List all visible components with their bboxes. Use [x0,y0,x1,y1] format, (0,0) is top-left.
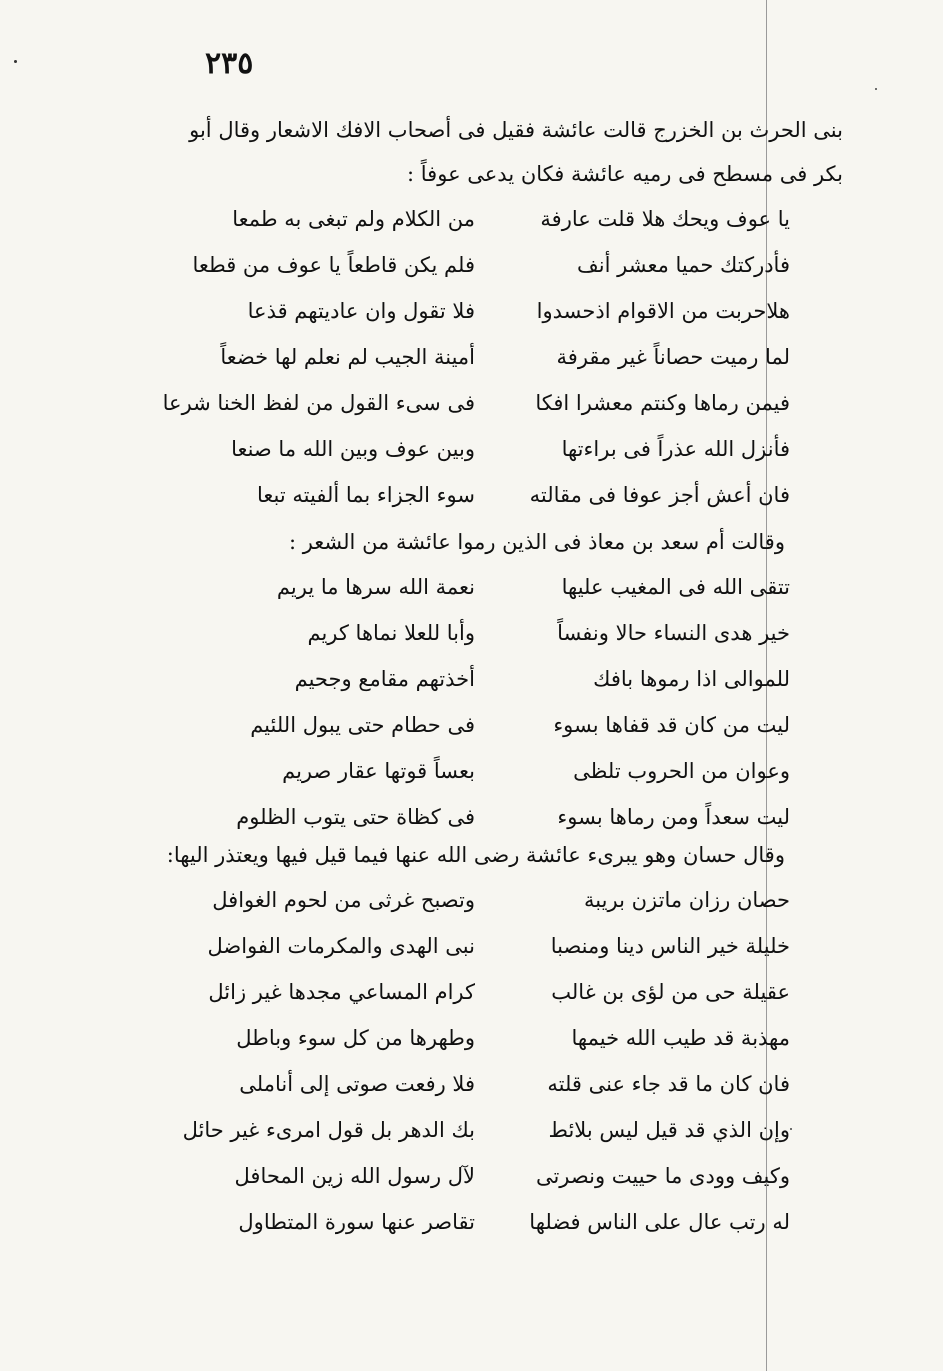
first-hemistich: حصان رزان ماتزن بريبة [584,888,790,912]
verse-line [190,980,790,1020]
second-hemistich: من الكلام ولم تبغى به طمعا [232,207,475,231]
verse-line [190,299,790,339]
second-hemistich: كرام المساعي مجدها غير زائل [208,980,475,1004]
second-hemistich: تقاصر عنها سورة المتطاول [238,1210,475,1234]
first-hemistich: فأدركتك حميا معشر أنف [577,253,790,277]
verse-line [190,1026,790,1066]
first-hemistich: خير هدى النساء حالا ونفساً [557,621,790,645]
second-hemistich: فلا تقول وان عاديتهم قذعا [247,299,475,323]
page-number: ٢٣٥ [205,46,254,81]
verse-line [190,621,790,661]
intro-line-2: بكر فى مسطح فى رميه عائشة فكان يدعى عوفاً : [407,162,843,186]
verse-line [190,888,790,928]
first-hemistich: للموالى اذا رموها بافك [593,667,790,691]
verse-line [190,437,790,477]
verse-line [190,1164,790,1204]
first-hemistich: وكيف وودى ما حييت ونصرتى [535,1164,790,1188]
first-hemistich: ليت من كان قد قفاها بسوء [553,713,790,737]
second-hemistich: وبين عوف وبين الله ما صنعا [231,437,475,461]
verse-line [190,253,790,293]
second-hemistich: فلم يكن قاطعاً يا عوف من قطعا [192,253,475,277]
second-hemistich: أمينة الجيب لم نعلم لها خضعاً [220,345,475,369]
first-hemistich: مهذبة قد طيب الله خيمها [571,1026,790,1050]
verse-line [190,1072,790,1112]
first-hemistich: فيمن رماها وكنتم معشرا افكا [535,391,790,415]
second-hemistich: وطهرها من كل سوء وباطل [236,1026,475,1050]
second-hemistich: أخذتهم مقامع وجحيم [294,667,475,691]
intro-line-4: وقال حسان وهو يبرىء عائشة رضى الله عنها فيما قيل فيها ويعتذر اليها: [166,843,785,867]
scan-speck [14,60,17,63]
first-hemistich: فان أعش أجز عوفا فى مقالته [529,483,790,507]
first-hemistich: وإن الذي قد قيل ليس بلائط [548,1118,790,1142]
first-hemistich: هلاحربت من الاقوام اذحسدوا [536,299,790,323]
verse-line [182,1118,790,1158]
second-hemistich: وتصبح غرثى من لحوم الغوافل [212,888,475,912]
first-hemistich: فان كان ما قد جاء عنى قلته [547,1072,790,1096]
verse-line [190,345,790,385]
second-hemistich: سوء الجزاء بما ألفيته تبعا [257,483,475,507]
first-hemistich: فأنزل الله عذراً فى براءتها [561,437,790,461]
verse-line [162,391,790,431]
second-hemistich: لآل رسول الله زين المحافل [234,1164,475,1188]
verse-line [190,934,790,974]
intro-line-1: بنى الحرث بن الخزرج قالت عائشة فقيل فى أصحاب الافك الاشعار وقال أبو [189,118,843,142]
second-hemistich: بعساً قوتها عقار صريم [282,759,475,783]
first-hemistich: وعوان من الحروب تلظى [573,759,790,783]
first-hemistich: خليلة خير الناس دينا ومنصبا [550,934,790,958]
verse-line [190,805,790,845]
scan-speck [875,88,877,90]
first-hemistich: لما رميت حصاناً غير مقرفة [556,345,790,369]
second-hemistich: فى سىء القول من لفظ الخنا شرعا [162,391,475,415]
second-hemistich: نعمة الله سرها ما يريم [276,575,475,599]
verse-line [190,667,790,707]
second-hemistich: فلا رفعت صوتى إلى أناملى [239,1072,475,1096]
second-hemistich: نبى الهدى والمكرمات الفواضل [207,934,475,958]
verse-line [190,759,790,799]
second-hemistich: بك الدهر بل قول امرىء غير حائل [182,1118,475,1142]
first-hemistich: عقيلة حى من لؤى بن غالب [551,980,790,1004]
first-hemistich: ليت سعداً ومن رماها بسوء [557,805,790,829]
first-hemistich: تتقى الله فى المغيب عليها [561,575,790,599]
first-hemistich: يا عوف ويحك هلا قلت عارفة [540,207,790,231]
intro-line-3: وقالت أم سعد بن معاذ فى الذين رموا عائشة من الشعر : [288,530,785,554]
verse-line [190,483,790,523]
second-hemistich: فى حطام حتى يبول اللئيم [250,713,475,737]
second-hemistich: وأبا للعلا نماها كريم [307,621,475,645]
first-hemistich: له رتب عال على الناس فضلها [529,1210,790,1234]
verse-line [190,713,790,753]
verse-line [190,207,790,247]
verse-line [190,575,790,615]
scan-speck [790,1128,792,1130]
second-hemistich: فى كظاة حتى يتوب الظلوم [236,805,475,829]
verse-line [190,1210,790,1250]
